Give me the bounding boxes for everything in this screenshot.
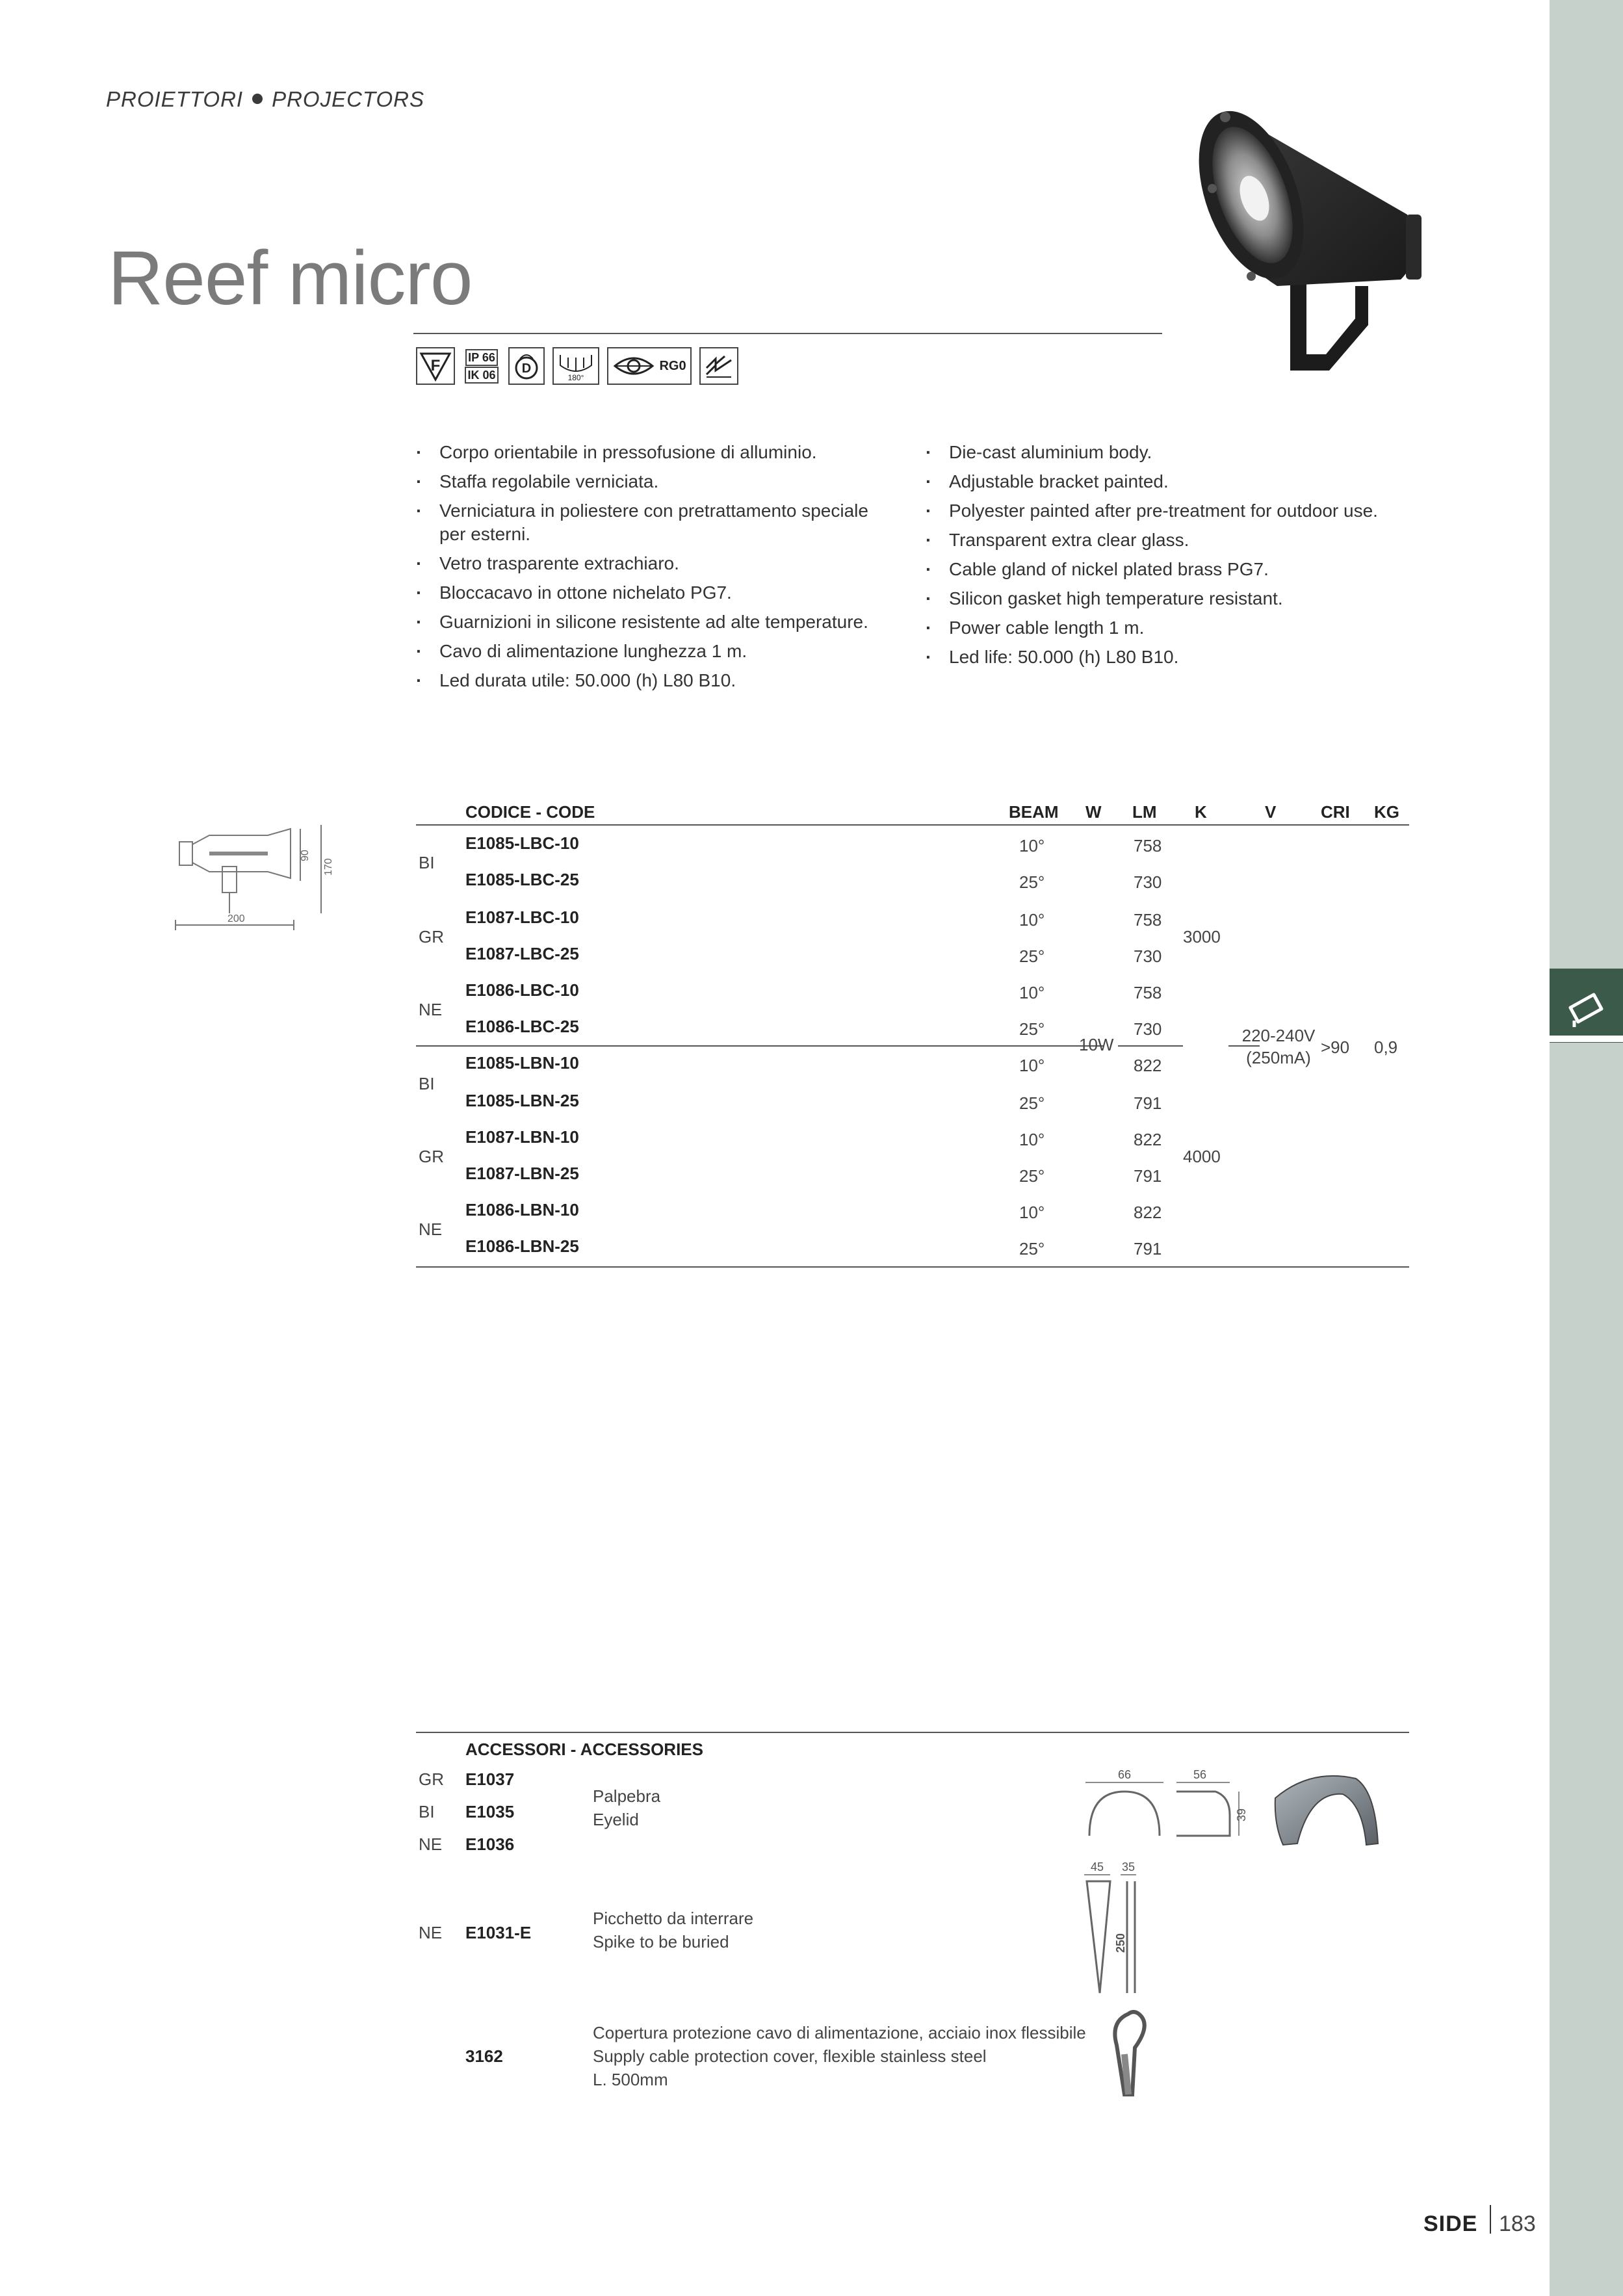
section-tab[interactable] [1550, 969, 1623, 1043]
dim-height-a: 90 [300, 850, 311, 861]
category-label [106, 87, 424, 112]
section-tab-underline [1550, 1036, 1623, 1042]
accessory-desc-it: Picchetto da interrare [593, 1909, 754, 1928]
angle-text: 180° [567, 373, 584, 382]
accessory-desc-en: Spike to be buried [593, 1932, 729, 1951]
lumen-value: 822 [1134, 1130, 1162, 1149]
spike-dim-a: 45 [1091, 1860, 1104, 1873]
eyelid-dim-c: 39 [1235, 1808, 1248, 1821]
voltage-value: 220-240V [1241, 1026, 1316, 1045]
lumen-value: 791 [1134, 1166, 1162, 1186]
accessories-header: ACCESSORI - ACCESSORIES [465, 1740, 703, 1759]
product-code: E1086-LBN-10 [465, 1200, 579, 1220]
footer-separator [1490, 2205, 1491, 2234]
beam-value: 25° [1019, 1166, 1045, 1186]
eyelid-dim-a: 66 [1118, 1768, 1132, 1781]
product-code: E1086-LBC-25 [465, 1017, 579, 1036]
accessories-rule [416, 1732, 1409, 1733]
lumen-value: 791 [1134, 1239, 1162, 1259]
lumen-value: 822 [1134, 1203, 1162, 1222]
finish-label: NE [419, 1000, 443, 1019]
product-code: E1087-LBC-25 [465, 944, 579, 963]
feature-en: · Polyester painted after pre-treatment for outdoor use. [926, 499, 1394, 523]
finish-label: NE [419, 1923, 443, 1942]
eyelid-dim-b: 56 [1193, 1768, 1207, 1781]
feature-it: · Guarnizioni in silicone resistente ad alte temperature. [416, 610, 884, 634]
feature-en: · Cable gland of nickel plated brass PG7. [926, 558, 1394, 581]
feature-it: · Staffa regolabile verniciata. [416, 470, 884, 493]
beam-value: 25° [1019, 1093, 1045, 1113]
product-code: E1085-LBC-25 [465, 870, 579, 889]
category-it: PROIETTORI [106, 87, 244, 111]
col-header-v: V [1265, 802, 1277, 822]
finish-label: BI [419, 1074, 435, 1093]
product-code: E1085-LBC-10 [465, 833, 579, 853]
accessory-code: E1036 [465, 1834, 515, 1854]
spike-dim-c: 250 [1114, 1933, 1127, 1953]
group-rule-left [416, 1045, 1104, 1047]
col-header-lm: LM [1132, 802, 1157, 822]
lumen-value: 822 [1134, 1056, 1162, 1075]
lumen-value: 730 [1134, 872, 1162, 892]
accessory-desc-length: L. 500mm [593, 2070, 668, 2089]
features-italian [416, 441, 884, 698]
footer-section: SIDE [1423, 2211, 1478, 2236]
accessory-code: E1031-E [465, 1923, 532, 1942]
beam-value: 10° [1019, 1130, 1045, 1149]
color-temp-4000: 4000 [1183, 1147, 1221, 1166]
finish-label: GR [419, 1147, 444, 1166]
product-code: E1087-LBC-10 [465, 907, 579, 927]
product-title: Reef micro [108, 235, 473, 321]
group-rule-lm [1118, 1045, 1183, 1047]
dim-width: 200 [227, 913, 245, 924]
title-rule [413, 333, 1162, 334]
product-code: E1085-LBN-10 [465, 1053, 579, 1073]
accessory-code: E1037 [465, 1769, 515, 1789]
eye-icon [612, 353, 655, 379]
lumen-value: 791 [1134, 1093, 1162, 1113]
beam-value: 25° [1019, 872, 1045, 892]
projector-icon [1564, 983, 1609, 1028]
feature-it: · Led durata utile: 50.000 (h) L80 B10. [416, 669, 884, 692]
accessory-desc-en: Eyelid [593, 1810, 639, 1829]
beam-value: 10° [1019, 983, 1045, 1002]
col-header-code: CODICE - CODE [465, 802, 595, 822]
category-en: PROJECTORS [272, 87, 425, 111]
beam-value: 25° [1019, 1019, 1045, 1039]
finish-label: GR [419, 1769, 444, 1789]
certification-icons [416, 347, 738, 385]
ip-rating: IP 66 [465, 349, 498, 366]
beam-value: 10° [1019, 1056, 1045, 1075]
ik-rating: IK 06 [465, 367, 498, 384]
feature-it: · Bloccacavo in ottone nichelato PG7. [416, 581, 884, 605]
spike-drawing [1082, 1858, 1160, 1997]
accessory-desc-en: Supply cable protection cover, flexible stainless steel [593, 2046, 987, 2066]
product-code: E1087-LBN-10 [465, 1127, 579, 1147]
features-english [926, 441, 1394, 675]
feature-it: · Vetro trasparente extrachiaro. [416, 552, 884, 575]
header-rule [416, 824, 1409, 826]
f-mark-text: F [430, 357, 441, 374]
class-d-text: D [521, 361, 532, 376]
accessory-desc-it: Copertura protezione cavo di alimentazione, acciaio inox flessibile [593, 2023, 1086, 2042]
accessory-desc-it: Palpebra [593, 1786, 661, 1806]
feature-en: · Adjustable bracket painted. [926, 470, 1394, 493]
temperature-icon [699, 347, 738, 385]
lumen-value: 758 [1134, 836, 1162, 855]
lumen-value: 758 [1134, 910, 1162, 930]
feature-en: · Die-cast aluminium body. [926, 441, 1394, 464]
eyelid-drawing [1079, 1763, 1251, 1841]
weight-value: 0,9 [1374, 1037, 1398, 1057]
bottom-rule [416, 1266, 1409, 1268]
current-value: (250mA) [1246, 1048, 1311, 1067]
feature-it: · Cavo di alimentazione lunghezza 1 m. [416, 640, 884, 663]
col-header-cri: CRI [1321, 802, 1350, 822]
finish-label: NE [419, 1834, 443, 1854]
dim-height-b: 170 [323, 858, 334, 876]
lumen-value: 730 [1134, 946, 1162, 966]
accessory-code: E1035 [465, 1802, 515, 1821]
dimension-drawing [170, 816, 339, 946]
product-photo [1180, 91, 1479, 377]
cable-cover-photo [1106, 2009, 1158, 2100]
product-code: E1086-LBN-25 [465, 1236, 579, 1256]
risk-group-text: RG0 [659, 358, 686, 373]
ip-ik-rating [463, 347, 500, 385]
finish-label: BI [419, 1802, 435, 1821]
eyelid-photo [1271, 1772, 1382, 1850]
color-temp-3000: 3000 [1183, 927, 1221, 946]
cri-value: >90 [1321, 1037, 1350, 1057]
beam-value: 10° [1019, 836, 1045, 855]
lumen-value: 730 [1134, 1019, 1162, 1039]
col-header-w: W [1085, 802, 1102, 822]
lumen-value: 758 [1134, 983, 1162, 1002]
col-header-kg: KG [1374, 802, 1399, 822]
side-band [1550, 0, 1623, 2296]
class-d-icon [508, 347, 545, 385]
finish-label: BI [419, 853, 435, 872]
feature-en: · Led life: 50.000 (h) L80 B10. [926, 646, 1394, 669]
separator-dot [252, 94, 263, 104]
feature-it: · Verniciatura in poliestere con pretrattamento speciale per esterni. [416, 499, 884, 546]
risk-group-icon [607, 347, 692, 385]
feature-it: · Corpo orientabile in pressofusione di alluminio. [416, 441, 884, 464]
product-code: E1086-LBC-10 [465, 980, 579, 1000]
col-header-beam: BEAM [1009, 802, 1059, 822]
accessory-code: 3162 [465, 2046, 503, 2066]
feature-en: · Power cable length 1 m. [926, 616, 1394, 640]
col-header-k: K [1195, 802, 1207, 822]
f-mark-icon [416, 347, 455, 385]
product-code: E1087-LBN-25 [465, 1164, 579, 1183]
product-code: E1085-LBN-25 [465, 1091, 579, 1110]
feature-en: · Transparent extra clear glass. [926, 528, 1394, 552]
spike-dim-b: 35 [1122, 1860, 1136, 1873]
beam-value: 10° [1019, 1203, 1045, 1222]
finish-label: NE [419, 1220, 443, 1239]
beam-value: 10° [1019, 910, 1045, 930]
beam-value: 25° [1019, 1239, 1045, 1259]
watt-value: 10W [1079, 1035, 1114, 1054]
beam-value: 25° [1019, 946, 1045, 966]
page-number: 183 [1499, 2211, 1536, 2236]
feature-en: · Silicon gasket high temperature resistant. [926, 587, 1394, 610]
angle-180-icon [552, 347, 599, 385]
finish-label: GR [419, 927, 444, 946]
